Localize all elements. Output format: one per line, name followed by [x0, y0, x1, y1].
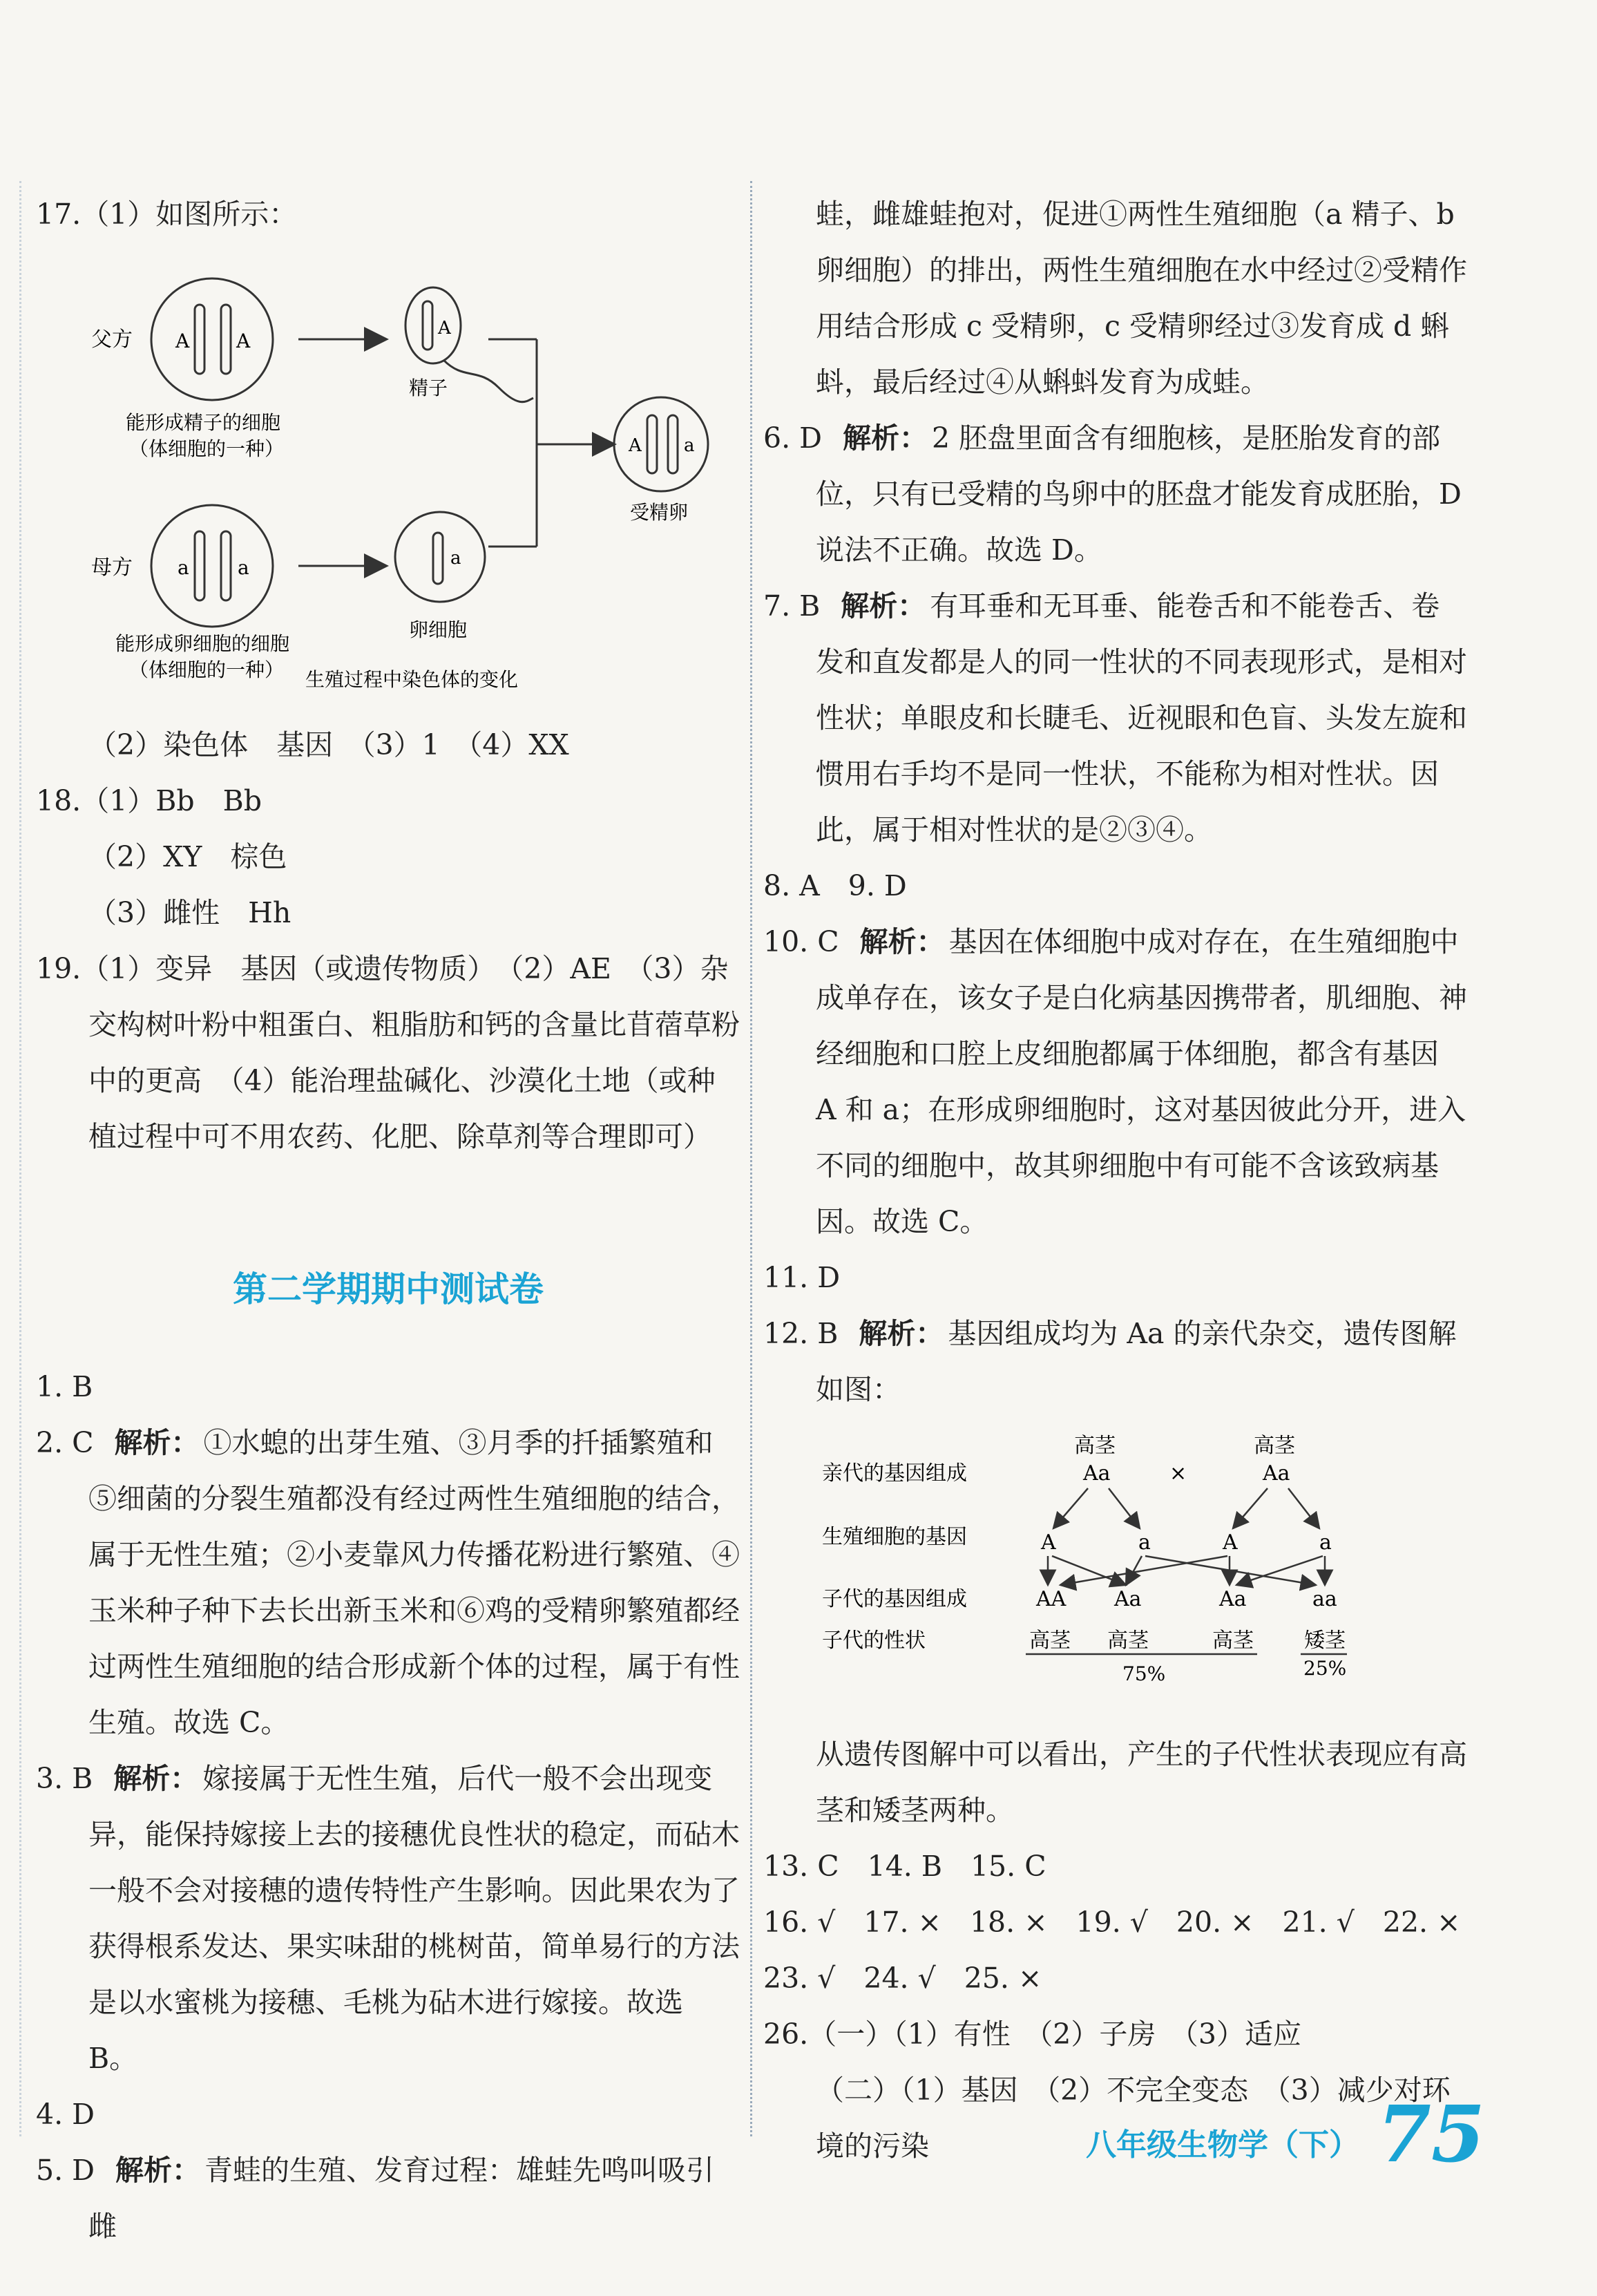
- svg-text:Aa: Aa: [1114, 1587, 1142, 1611]
- svg-text:高茎: 高茎: [1254, 1434, 1295, 1458]
- answer-8-9: 8. A 9. D: [763, 869, 907, 902]
- q17-rest: （2）染色体 基因 （3）1 （4）XX: [88, 728, 569, 761]
- answer-12-conclusion: 从遗传图解中可以看出，产生的子代性状表现应有高茎和矮茎两种。: [816, 1738, 1467, 1827]
- svg-text:A: A: [236, 330, 251, 352]
- svg-text:子代的性状: 子代的性状: [822, 1629, 926, 1653]
- sperm-cell-label-2: （体细胞的一种）: [129, 437, 285, 460]
- father-cell: [151, 278, 273, 400]
- q17-heading: 17.（1）如图所示：: [36, 198, 298, 231]
- page-number: 75: [1377, 2089, 1485, 2180]
- svg-text:a: a: [450, 548, 461, 569]
- father-label: 父方: [91, 328, 133, 352]
- svg-text:25%: 25%: [1303, 1657, 1347, 1680]
- chromosome-diagram-svg: [36, 249, 727, 692]
- answer-3: 3. B 解析： 嫁接属于无性生殖，后代一般不会出现变异，能保持嫁接上去的接穗优良性状的稳定，而砧木一般不会对接穗的遗传特性产生影响。因此果农为了获得根系发达、果实味甜的桃树苗，简单易行的方法是以水蜜桃为接穗、毛桃为砧木进行嫁接。故选 B。: [36, 1762, 740, 2075]
- egg-shape: [395, 512, 485, 602]
- answer-26-part1: 26.（一）（1）有性 （2）子房 （3）适应: [763, 2018, 1301, 2051]
- egg-cell-label-2: （体细胞的一种）: [129, 658, 285, 681]
- zygote-label: 受精卵: [630, 501, 689, 524]
- answer-12: 12. B 解析： 基因组成均为 Aa 的亲代杂交，遗传图解如图：: [763, 1317, 1457, 1406]
- svg-text:A: A: [629, 435, 642, 456]
- svg-text:aa: aa: [1312, 1587, 1337, 1611]
- right-column: [763, 187, 1468, 2174]
- answer-16-22: 16. √ 17. × 18. × 19. √ 20. × 21. √ 22. ×: [763, 1906, 1461, 1939]
- answer-7: 7. B 解析： 有耳垂和无耳垂、能卷舌和不能卷舌、卷发和直发都是人的同一性状的不同表现形式，是相对性状；单眼皮和长睫毛、近视眼和色盲、头发左旋和惯用右手均不是同一性状，不能称为相对性状。因此，属于相对性状的是②③④。: [763, 589, 1467, 846]
- answer-2: 2. C 解析： ①水螅的出芽生殖、③月季的扦插繁殖和⑤细菌的分裂生殖都没有经过两性生殖细胞的结合，属于无性生殖；②小麦靠风力传播花粉进行繁殖、④玉米种子种下去长出新玉米和⑥鸡的受精卵繁殖都经过两性生殖细胞的结合形成新个体的过程，属于有性生殖。故选 C。: [36, 1426, 740, 1739]
- svg-text:子代的基因组成: 子代的基因组成: [822, 1587, 967, 1611]
- svg-text:高茎: 高茎: [1029, 1629, 1071, 1653]
- q18-part1: 18.（1）Bb Bb: [36, 784, 262, 817]
- egg-label: 卵细胞: [409, 618, 468, 641]
- svg-text:亲代的基因组成: 亲代的基因组成: [822, 1461, 967, 1486]
- mother-cell: [151, 505, 273, 627]
- svg-text:矮茎: 矮茎: [1304, 1629, 1346, 1653]
- svg-text:高茎: 高茎: [1074, 1434, 1116, 1458]
- answer-11: 11. D: [763, 1261, 841, 1294]
- svg-text:×: ×: [1169, 1461, 1187, 1486]
- answer-10: 10. C 解析： 基因在体细胞中成对存在，在生殖细胞中成单存在，该女子是白化病基因携带者，肌细胞、神经细胞和口腔上皮细胞都属于体细胞，都含有基因 A 和 a；在形成卵细胞时，这对基因彼此分开，进入不同的细胞中，故其卵细胞中有可能不含该致病基因。故选 C。: [763, 925, 1467, 1238]
- svg-text:75%: 75%: [1122, 1662, 1166, 1685]
- egg-cell-label-1: 能形成卵细胞的细胞: [115, 632, 290, 655]
- answer-6: 6. D 解析： 2 胚盘里面含有细胞核，是胚胎发育的部位，只有已受精的鸟卵中的胚盘才能发育成胚胎，D 说法不正确。故选 D。: [763, 421, 1462, 567]
- svg-text:高茎: 高茎: [1107, 1629, 1149, 1653]
- page-footer: [1086, 2089, 1485, 2180]
- left-margin-rule: [19, 181, 21, 2136]
- sperm-cell-label-1: 能形成精子的细胞: [126, 411, 281, 434]
- svg-text:a: a: [1319, 1530, 1332, 1555]
- genetic-cross-diagram: [763, 1425, 1468, 1720]
- svg-text:高茎: 高茎: [1212, 1629, 1254, 1653]
- svg-text:a: a: [178, 556, 189, 579]
- chromosome-diagram: [36, 249, 740, 710]
- section-title: 第二学期期中测试卷: [233, 1269, 544, 1309]
- book-title: 八年级生物学（下）: [1086, 2127, 1359, 2163]
- left-column: [36, 187, 740, 2255]
- answer-26-part2: （二）（1）基因 （2）不完全变态 （3）减少对环境的污染: [816, 2074, 1451, 2163]
- svg-text:a: a: [684, 435, 695, 456]
- answer-4: 4. D: [36, 2098, 95, 2131]
- answer-5: 5. D 解析： 青蛙的生殖、发育过程：雄蛙先鸣叫吸引雌: [36, 2154, 715, 2243]
- q18-part3: （3）雌性 Hh: [88, 896, 291, 929]
- answer-23-25: 23. √ 24. √ 25. ×: [763, 1962, 1042, 1995]
- svg-text:Aa: Aa: [1083, 1461, 1111, 1486]
- mother-label: 母方: [91, 556, 133, 580]
- svg-text:A: A: [175, 330, 190, 352]
- answer-1: 1. B: [36, 1370, 93, 1403]
- genetic-cross-svg: [763, 1425, 1454, 1701]
- answer-5-continued: 蛙，雌雄蛙抱对，促进①两性生殖细胞（a 精子、b 卵细胞）的排出，两性生殖细胞在水中经过②受精作用结合形成 c 受精卵，c 受精卵经过③发育成 d 蝌蚪，最后经过④从蝌蚪发育为成蛙。: [816, 198, 1467, 399]
- svg-text:AA: AA: [1036, 1587, 1067, 1611]
- svg-text:Aa: Aa: [1219, 1587, 1247, 1611]
- svg-text:生殖细胞的基因: 生殖细胞的基因: [822, 1525, 967, 1549]
- svg-text:Aa: Aa: [1263, 1461, 1290, 1486]
- sperm-label: 精子: [409, 377, 448, 399]
- q19: 19.（1）变异 基因（或遗传物质） （2）AE （3）杂交构树叶粉中粗蛋白、粗脂肪和钙的含量比苜蓿草粉中的更高 （4）能治理盐碱化、沙漠化土地（或种植过程中可不用农药、化肥、除草剂等合理即可）: [36, 952, 740, 1153]
- column-divider: [750, 181, 752, 2136]
- svg-text:A: A: [1223, 1530, 1238, 1555]
- svg-text:A: A: [438, 318, 451, 339]
- svg-text:a: a: [238, 556, 249, 579]
- answer-13-15: 13. C 14. B 15. C: [763, 1850, 1046, 1883]
- svg-text:A: A: [1041, 1530, 1056, 1555]
- diagram-caption: 生殖过程中染色体的变化: [305, 668, 519, 691]
- svg-text:a: a: [1138, 1530, 1151, 1555]
- q18-part2: （2）XY 棕色: [88, 840, 287, 873]
